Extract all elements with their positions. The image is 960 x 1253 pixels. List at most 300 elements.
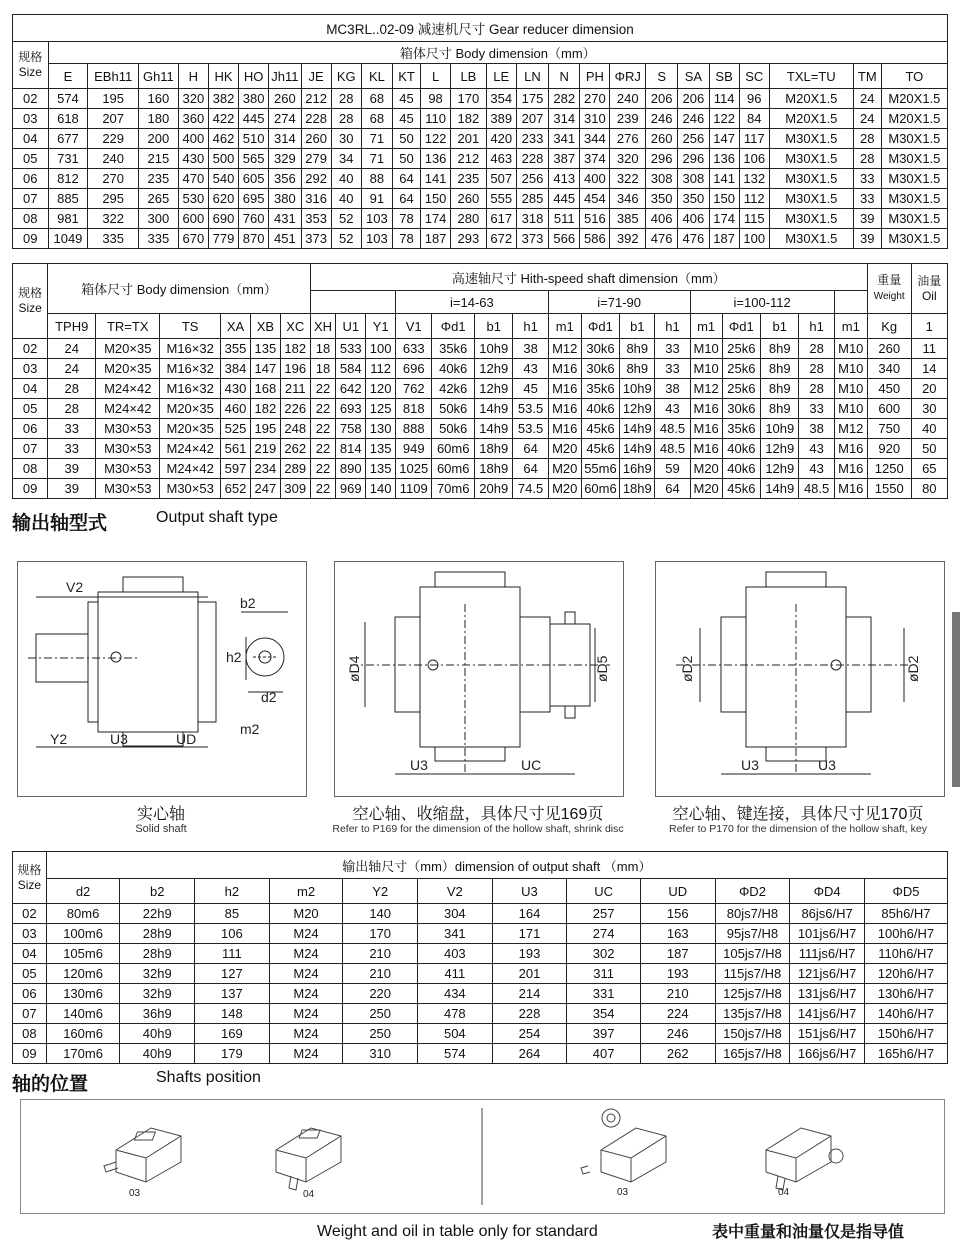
- table-cell: 289: [280, 459, 310, 479]
- table-cell: 88: [361, 169, 392, 189]
- column-header: SC: [739, 64, 769, 89]
- size-cell: 05: [13, 399, 48, 419]
- high-speed-shaft-header: 高速轴尺寸 Hith-speed shaft dimension（mm）: [310, 264, 867, 291]
- table-cell: 597: [221, 459, 251, 479]
- table-cell: 125: [366, 399, 396, 419]
- table-row: [13, 209, 948, 229]
- table-cell: 182: [280, 339, 310, 359]
- table-cell: 40: [331, 189, 361, 209]
- table-cell: 100: [739, 229, 769, 249]
- table-cell: 293: [451, 229, 487, 249]
- table-row: [13, 149, 948, 169]
- table-cell: 187: [640, 944, 715, 964]
- table-cell: 164: [492, 904, 567, 924]
- table-cell: 53.5: [513, 419, 548, 439]
- column-header: E: [48, 64, 88, 89]
- label-od2-left: øD2: [679, 655, 695, 682]
- table-cell: M20: [690, 459, 722, 479]
- table-cell: M16: [548, 359, 581, 379]
- table-cell: 949: [396, 439, 432, 459]
- column-header: HK: [208, 64, 238, 89]
- table-cell: 59: [655, 459, 690, 479]
- table-cell: 170: [451, 89, 487, 109]
- table-cell: 105js7/H8: [715, 944, 790, 964]
- table-cell: 969: [336, 479, 366, 499]
- table-cell: 310: [343, 1044, 418, 1064]
- label-u3: U3: [410, 757, 428, 773]
- table-cell: 870: [239, 229, 269, 249]
- body-dimension-header: 箱体尺寸 Body dimension（mm）: [48, 264, 311, 314]
- column-header: U3: [492, 879, 567, 904]
- column-header: Y1: [366, 314, 396, 339]
- table1-title: MC3RL..02-09 减速机尺寸 Gear reducer dimension: [13, 15, 948, 42]
- table-cell: 460: [221, 399, 251, 419]
- table-cell: 48.5: [655, 439, 690, 459]
- table-cell: 50: [393, 149, 421, 169]
- table-cell: 175: [516, 89, 548, 109]
- table-cell: 445: [549, 189, 580, 209]
- table-cell: 1049: [48, 229, 88, 249]
- table-cell: 818: [396, 399, 432, 419]
- table-cell: M30X1.5: [769, 149, 853, 169]
- table-cell: 228: [301, 109, 331, 129]
- table-cell: 341: [418, 924, 493, 944]
- table-cell: 618: [48, 109, 88, 129]
- table-cell: 318: [516, 209, 548, 229]
- table-cell: M20X1.5: [769, 109, 853, 129]
- column-header: TPH9: [48, 314, 96, 339]
- table-cell: 695: [239, 189, 269, 209]
- table-cell: 262: [280, 439, 310, 459]
- table-cell: M24: [269, 944, 343, 964]
- table-cell: 39: [48, 459, 96, 479]
- table-cell: 228: [516, 149, 548, 169]
- column-header: XA: [221, 314, 251, 339]
- solid-shaft-diagram: [17, 561, 307, 797]
- size-cell: 04: [13, 129, 49, 149]
- table-cell: 10h9: [620, 379, 655, 399]
- table-cell: 25k6: [722, 359, 760, 379]
- table-cell: 260: [301, 129, 331, 149]
- table-row: [13, 1044, 948, 1064]
- table-cell: 195: [88, 89, 139, 109]
- table-cell: 135: [366, 439, 396, 459]
- table-cell: 110h6/H7: [864, 944, 947, 964]
- table-cell: 254: [492, 1024, 567, 1044]
- table-cell: 445: [239, 109, 269, 129]
- position-label-1: 03: [129, 1188, 141, 1199]
- table-cell: 105m6: [46, 944, 120, 964]
- table-cell: M30X1.5: [881, 229, 947, 249]
- table-cell: 130h6/H7: [864, 984, 947, 1004]
- table-cell: 179: [195, 1044, 270, 1064]
- caption-key-en: Refer to P170 for the dimension of the hollow shaft, key: [669, 823, 927, 835]
- table-cell: 45k6: [581, 439, 619, 459]
- column-header: TXL=TU: [769, 64, 853, 89]
- table-cell: 45: [393, 89, 421, 109]
- table-row: [13, 189, 948, 209]
- table-cell: 32h9: [120, 964, 195, 984]
- table-cell: M16: [548, 399, 581, 419]
- table-cell: 450: [867, 379, 911, 399]
- table-cell: 561: [221, 439, 251, 459]
- table-cell: 314: [549, 109, 580, 129]
- table-cell: 320: [610, 149, 646, 169]
- size-cell: 05: [13, 964, 47, 984]
- caption-key-cn: 空心轴、键连接，具体尺寸见170页: [672, 806, 924, 823]
- table-cell: 8h9: [620, 359, 655, 379]
- table-cell: 136: [421, 149, 451, 169]
- table-cell: 106: [195, 924, 270, 944]
- table-cell: 8h9: [761, 359, 799, 379]
- table-cell: M10: [690, 339, 722, 359]
- table-row: [13, 379, 948, 399]
- table-cell: 38: [655, 379, 690, 399]
- table-cell: 18: [310, 359, 336, 379]
- table-cell: 430: [178, 149, 208, 169]
- table-cell: 235: [138, 169, 178, 189]
- table-cell: M20×35: [160, 399, 221, 419]
- table-cell: 40k6: [432, 359, 475, 379]
- table-cell: 8h9: [761, 339, 799, 359]
- table-cell: 40k6: [722, 459, 760, 479]
- table-cell: 85: [195, 904, 270, 924]
- table-cell: 112: [366, 359, 396, 379]
- table-cell: 86js6/H7: [790, 904, 865, 924]
- table-cell: 78: [393, 229, 421, 249]
- table-cell: 335: [138, 229, 178, 249]
- table-cell: 397: [567, 1024, 641, 1044]
- table-cell: 22: [310, 459, 336, 479]
- column-header: LB: [451, 64, 487, 89]
- size-cell: 08: [13, 209, 49, 229]
- size-cell: 03: [13, 359, 48, 379]
- table-cell: 160: [138, 89, 178, 109]
- table-cell: 170: [343, 924, 418, 944]
- table-cell: 140h6/H7: [864, 1004, 947, 1024]
- table-cell: 121js6/H7: [790, 964, 865, 984]
- column-header: b1: [761, 314, 799, 339]
- table-cell: 70m6: [432, 479, 475, 499]
- table-row: [13, 109, 948, 129]
- table-cell: 356: [269, 169, 301, 189]
- column-header: UD: [640, 879, 715, 904]
- table-cell: 18h9: [620, 479, 655, 499]
- table-cell: 374: [580, 149, 610, 169]
- table-cell: 274: [269, 109, 301, 129]
- table-cell: 180: [138, 109, 178, 129]
- table-cell: 193: [492, 944, 567, 964]
- position-label-3: 03: [617, 1187, 629, 1198]
- table-cell: 35k6: [581, 379, 619, 399]
- size-cell: 02: [13, 339, 48, 359]
- column-header: Φd1: [581, 314, 619, 339]
- table-cell: 250: [343, 1004, 418, 1024]
- table-cell: 888: [396, 419, 432, 439]
- column-header: d2: [46, 879, 120, 904]
- table-cell: 140m6: [46, 1004, 120, 1024]
- table-cell: 384: [221, 359, 251, 379]
- table-cell: 308: [678, 169, 709, 189]
- table-cell: 228: [492, 1004, 567, 1024]
- table-cell: 28: [853, 129, 881, 149]
- table-cell: 229: [88, 129, 139, 149]
- label-d2: d2: [261, 689, 277, 705]
- table-cell: 210: [343, 964, 418, 984]
- table-cell: 413: [549, 169, 580, 189]
- table-cell: 246: [678, 109, 709, 129]
- column-header: JE: [301, 64, 331, 89]
- table-cell: M20: [548, 439, 581, 459]
- column-header: Φd1: [432, 314, 475, 339]
- table-row: [13, 984, 948, 1004]
- table-cell: 389: [486, 109, 516, 129]
- table-cell: 34: [331, 149, 361, 169]
- column-header: Jh11: [269, 64, 301, 89]
- table-cell: 100: [366, 339, 396, 359]
- table-cell: 187: [421, 229, 451, 249]
- table-cell: 10h9: [761, 419, 799, 439]
- table-cell: 187: [709, 229, 739, 249]
- table-cell: 141: [709, 169, 739, 189]
- column-header: h1: [655, 314, 690, 339]
- table-cell: 262: [640, 1044, 715, 1064]
- table-cell: M20×35: [96, 359, 160, 379]
- table-cell: M20×35: [160, 419, 221, 439]
- output-shaft-title-cn: 输出轴型式: [12, 513, 108, 534]
- label-od2-right: øD2: [905, 655, 921, 682]
- table-cell: 331: [567, 984, 641, 1004]
- column-header: KL: [361, 64, 392, 89]
- column-header: L: [421, 64, 451, 89]
- table-cell: 295: [88, 189, 139, 209]
- table-cell: 200: [138, 129, 178, 149]
- table-cell: M24×42: [96, 399, 160, 419]
- table-cell: M20X1.5: [881, 89, 947, 109]
- table-cell: 779: [208, 229, 238, 249]
- column-header: XH: [310, 314, 336, 339]
- column-header: 1: [911, 314, 947, 339]
- table-cell: 201: [451, 129, 487, 149]
- table-cell: 226: [280, 399, 310, 419]
- table-cell: 14h9: [620, 439, 655, 459]
- label-m2: m2: [240, 721, 260, 737]
- hollow-shaft-shrink-disc-diagram: [334, 561, 624, 797]
- table-cell: 617: [486, 209, 516, 229]
- size-cell: 04: [13, 944, 47, 964]
- table-cell: M20: [269, 904, 343, 924]
- table-cell: 195: [250, 419, 280, 439]
- table-cell: 403: [418, 944, 493, 964]
- table-row: [13, 1004, 948, 1024]
- table-cell: 693: [336, 399, 366, 419]
- table-cell: 35k6: [432, 339, 475, 359]
- table-cell: 504: [418, 1024, 493, 1044]
- table-cell: 14h9: [475, 419, 513, 439]
- table-cell: M30×53: [96, 479, 160, 499]
- column-header: m2: [269, 879, 343, 904]
- table-cell: 140: [343, 904, 418, 924]
- table-cell: 60m6: [432, 439, 475, 459]
- table-cell: 430: [221, 379, 251, 399]
- table-cell: 280: [451, 209, 487, 229]
- size-cell: 09: [13, 1044, 47, 1064]
- shafts-position-drawing: [21, 1100, 944, 1213]
- table-cell: M16: [834, 439, 867, 459]
- size-cell: 05: [13, 149, 49, 169]
- table-cell: M24: [269, 1004, 343, 1024]
- table-cell: 28: [799, 359, 834, 379]
- table-cell: 30k6: [581, 359, 619, 379]
- table-row: [13, 399, 948, 419]
- caption-shrink-disc-cn: 空心轴、收缩盘，具体尺寸见169页: [352, 806, 604, 823]
- size-cell: 07: [13, 439, 48, 459]
- table-cell: 1025: [396, 459, 432, 479]
- table-cell: 411: [418, 964, 493, 984]
- table-cell: 132: [739, 169, 769, 189]
- table-cell: 127: [195, 964, 270, 984]
- table-cell: 120m6: [46, 964, 120, 984]
- table-cell: 103: [361, 229, 392, 249]
- weight-header: 重量 Weight: [867, 264, 911, 314]
- table-cell: 256: [678, 129, 709, 149]
- table-cell: 462: [208, 129, 238, 149]
- column-header: ΦRJ: [610, 64, 646, 89]
- table-cell: 555: [486, 189, 516, 209]
- label-h2: h2: [226, 649, 242, 665]
- table-row: [13, 479, 948, 499]
- size-cell: 07: [13, 189, 49, 209]
- table-cell: 620: [208, 189, 238, 209]
- table-cell: 380: [269, 189, 301, 209]
- table-row: [13, 944, 948, 964]
- table-cell: 28: [799, 339, 834, 359]
- table-cell: 12h9: [475, 359, 513, 379]
- table-cell: 690: [208, 209, 238, 229]
- column-header: H: [178, 64, 208, 89]
- table-cell: 454: [580, 189, 610, 209]
- table-cell: 285: [516, 189, 548, 209]
- table-cell: 533: [336, 339, 366, 359]
- column-header: V1: [396, 314, 432, 339]
- table-cell: 114: [709, 89, 739, 109]
- table-cell: 296: [646, 149, 678, 169]
- table-cell: 28: [331, 89, 361, 109]
- table-cell: 68: [361, 109, 392, 129]
- table-cell: 28: [853, 149, 881, 169]
- table-cell: M16: [834, 479, 867, 499]
- column-header: ΦD2: [715, 879, 790, 904]
- label-b2: b2: [240, 595, 256, 611]
- table-cell: 392: [610, 229, 646, 249]
- table-cell: 39: [853, 209, 881, 229]
- table-cell: 206: [646, 89, 678, 109]
- table-cell: M24: [269, 924, 343, 944]
- table-cell: 125js7/H8: [715, 984, 790, 1004]
- table-cell: 507: [486, 169, 516, 189]
- table-cell: 80m6: [46, 904, 120, 924]
- table-cell: 28h9: [120, 944, 195, 964]
- size-cell: 04: [13, 379, 48, 399]
- table-cell: 193: [640, 964, 715, 984]
- table-cell: 33: [655, 339, 690, 359]
- table-cell: 256: [516, 169, 548, 189]
- high-speed-shaft-table: [12, 263, 948, 499]
- table-cell: 12h9: [761, 459, 799, 479]
- table-cell: 605: [239, 169, 269, 189]
- table-cell: 96: [739, 89, 769, 109]
- table-cell: 14h9: [761, 479, 799, 499]
- table-cell: 165js7/H8: [715, 1044, 790, 1064]
- label-v2: V2: [66, 579, 84, 595]
- table-cell: M16: [690, 399, 722, 419]
- table-cell: M30X1.5: [769, 229, 853, 249]
- table-cell: 40: [331, 169, 361, 189]
- table-cell: 14: [911, 359, 947, 379]
- table-cell: 885: [48, 189, 88, 209]
- column-header: SA: [678, 64, 709, 89]
- table-cell: 677: [48, 129, 88, 149]
- table-cell: 115: [739, 209, 769, 229]
- table-row: [13, 924, 948, 944]
- table-cell: 260: [269, 89, 301, 109]
- table-cell: 36h9: [120, 1004, 195, 1024]
- table-cell: 170m6: [46, 1044, 120, 1064]
- table-cell: M30X1.5: [769, 209, 853, 229]
- table-cell: 311: [567, 964, 641, 984]
- table-cell: 314: [269, 129, 301, 149]
- column-header: Y2: [343, 879, 418, 904]
- column-header: EBh11: [88, 64, 139, 89]
- table-cell: 274: [567, 924, 641, 944]
- column-header: S: [646, 64, 678, 89]
- table-cell: 8h9: [620, 339, 655, 359]
- column-header: TR=TX: [96, 314, 160, 339]
- table-cell: 30k6: [722, 399, 760, 419]
- table-cell: 380: [239, 89, 269, 109]
- table-cell: 28: [331, 109, 361, 129]
- table-cell: 131js6/H7: [790, 984, 865, 1004]
- shafts-position-panel: [20, 1099, 945, 1214]
- table-cell: 50: [393, 129, 421, 149]
- table-cell: 354: [486, 89, 516, 109]
- table-cell: 814: [336, 439, 366, 459]
- table-cell: 431: [269, 209, 301, 229]
- table-cell: M16×32: [160, 359, 221, 379]
- table-cell: 168: [250, 379, 280, 399]
- table-cell: 246: [640, 1024, 715, 1044]
- oil-header: 油量 Oil: [911, 264, 947, 314]
- size-cell: 06: [13, 984, 47, 1004]
- table-cell: 214: [492, 984, 567, 1004]
- table-cell: 387: [549, 149, 580, 169]
- table-cell: 135js7/H8: [715, 1004, 790, 1024]
- table-cell: 235: [451, 169, 487, 189]
- column-header: Gh11: [138, 64, 178, 89]
- column-header: XB: [250, 314, 280, 339]
- table-cell: 163: [640, 924, 715, 944]
- table-cell: 84: [739, 109, 769, 129]
- column-header: PH: [580, 64, 610, 89]
- column-header: b1: [475, 314, 513, 339]
- table-cell: 247: [250, 479, 280, 499]
- table-cell: 565: [239, 149, 269, 169]
- size-header: 规格 Size: [13, 42, 49, 89]
- table-cell: 33: [655, 359, 690, 379]
- table-cell: 322: [610, 169, 646, 189]
- table-cell: 130m6: [46, 984, 120, 1004]
- table-cell: 270: [580, 89, 610, 109]
